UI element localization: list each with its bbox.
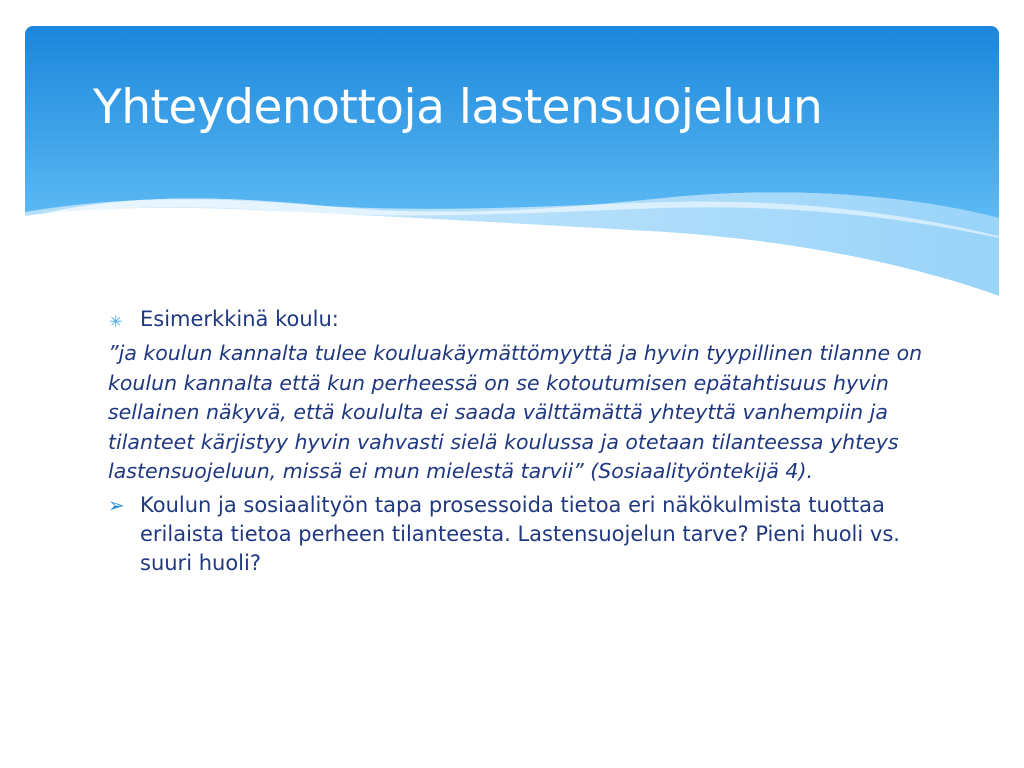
- header-wave-graphic: [25, 26, 999, 296]
- slide-title: Yhteydenottoja lastensuojeluun: [93, 80, 823, 135]
- bullet-item: [108, 305, 928, 334]
- asterisk-bullet-icon: ✳: [109, 312, 123, 331]
- arrow-bullet-icon: ➢: [108, 492, 125, 517]
- header-banner: [25, 26, 999, 296]
- interview-quote: ”ja koulun kannalta tulee kouluakäymättömyyttä ja hyvin tyypillinen tilanne on koulun kannalta että kun perheessä on se kotoutumisen epätahtisuus hyvin sellainen näkyvä, että koululta ei saada välttämättä yhteyttä vanhempiin ja tilanteet kärjistyy hyvin vahvasti sielä koulussa ja otetaan tilanteessa yhteys lastensuojeluun, missä ei mun mielestä tarvii” (Sosiaalityöntekijä 4).: [108, 341, 923, 483]
- arrow-item-text: Koulun ja sosiaalityön tapa prosessoida tietoa eri näkökulmista tuottaa erilaista tietoa perheen tilanteesta. Lastensuojelun tarve? Pieni huoli vs. suuri huoli?: [140, 492, 900, 575]
- bullet-text: Esimerkkinä koulu:: [140, 307, 339, 331]
- arrow-item: [108, 491, 928, 578]
- slide-body: [108, 305, 928, 578]
